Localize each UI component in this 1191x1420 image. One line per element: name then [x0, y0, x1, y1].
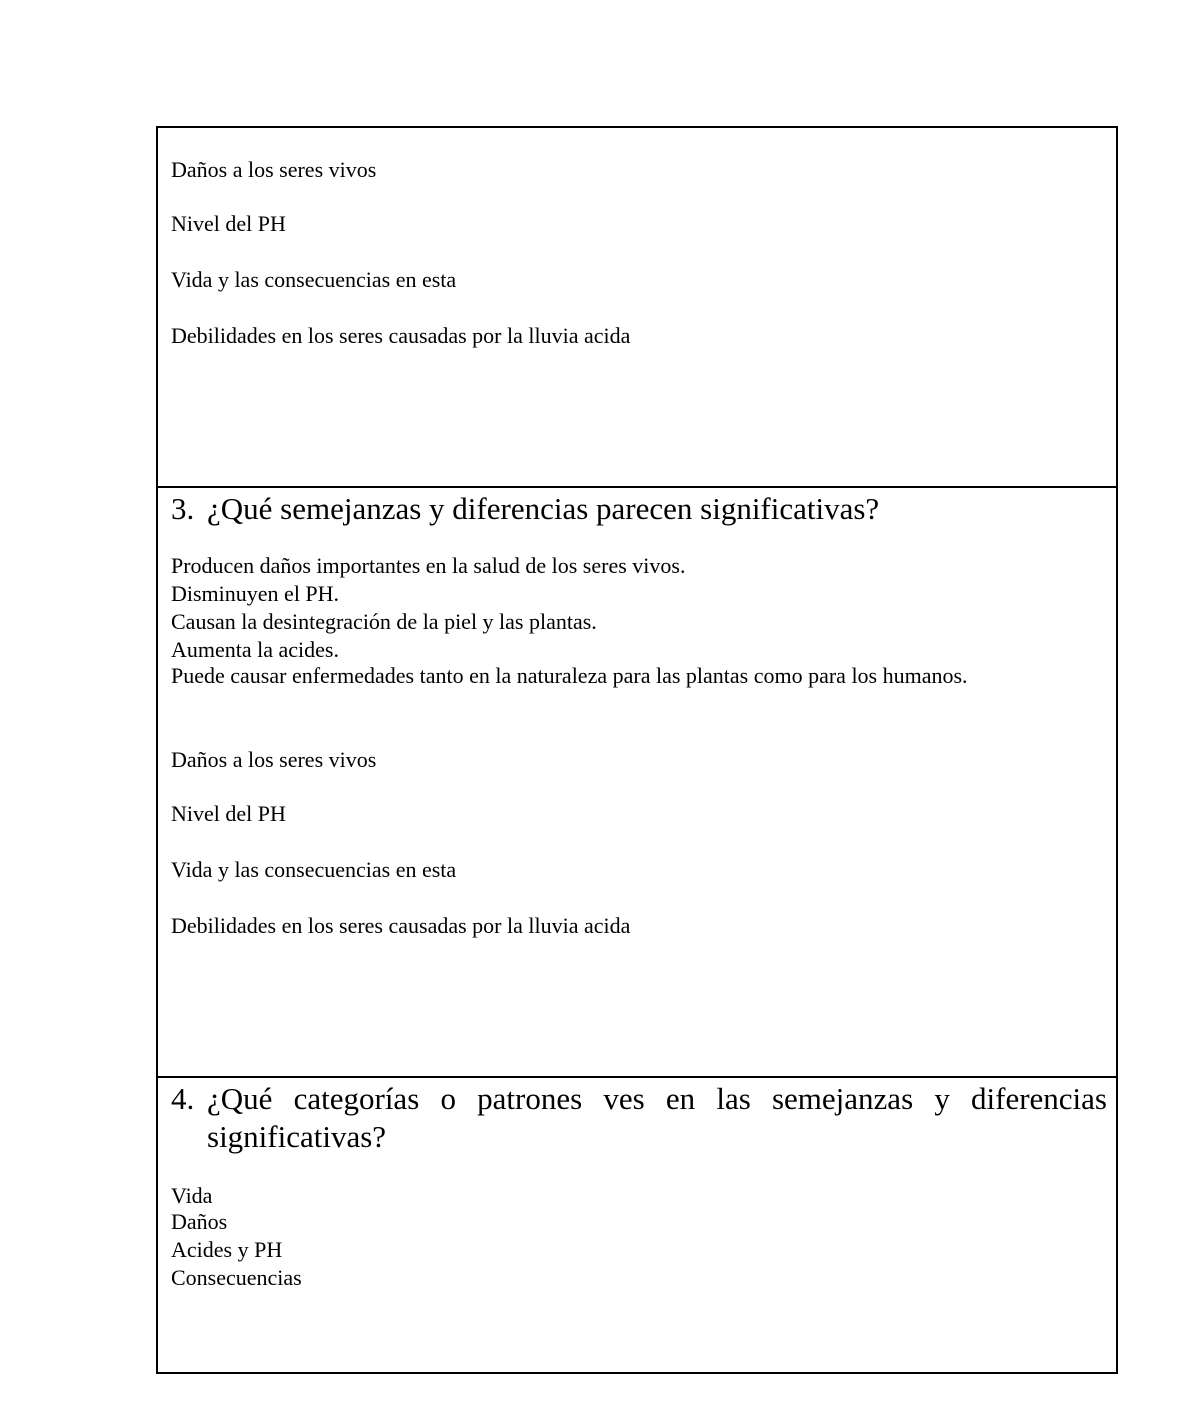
- section-2-line: Nivel del PH: [171, 801, 286, 826]
- section-1-line: Debilidades en los seres causadas por la lluvia acida: [171, 323, 631, 348]
- answer-line: Aumenta la acides.: [171, 637, 339, 662]
- section-1-line: Vida y las consecuencias en esta: [171, 267, 457, 292]
- section-3-cell: [158, 1078, 1116, 1372]
- category-item: Vida: [171, 1183, 213, 1208]
- category-item: Acides y PH: [171, 1237, 283, 1262]
- section-2-line: Daños a los seres vivos: [171, 747, 377, 772]
- question-4-heading: [171, 1080, 1107, 1156]
- answer-line: Producen daños importantes en la salud de los seres vivos.: [171, 553, 686, 578]
- section-1-cell: [158, 128, 1116, 488]
- section-2-line: Vida y las consecuencias en esta: [171, 857, 457, 882]
- section-2-line: Debilidades en los seres causadas por la lluvia acida: [171, 913, 631, 938]
- section-1-line: Nivel del PH: [171, 211, 286, 236]
- answer-line: Causan la desintegración de la piel y las plantas.: [171, 609, 597, 634]
- question-number: 3.: [171, 491, 195, 526]
- category-item: Consecuencias: [171, 1265, 302, 1290]
- category-item: Daños: [171, 1209, 228, 1234]
- question-number: 4.: [171, 1081, 195, 1116]
- question-3-heading: [171, 490, 1107, 528]
- section-1-line: Daños a los seres vivos: [171, 157, 377, 182]
- answer-line: Puede causar enfermedades tanto en la naturaleza para las plantas como para los humanos.: [171, 663, 968, 688]
- question-text: ¿Qué semejanzas y diferencias parecen significativas?: [207, 491, 880, 526]
- section-2-cell: [158, 488, 1116, 1078]
- answer-line: Disminuyen el PH.: [171, 581, 340, 606]
- question-text-line-1: ¿Qué categorías o patrones ves en las semejanzas y diferencias: [207, 1081, 1107, 1116]
- worksheet-table: [156, 126, 1118, 1374]
- question-text-line-2: significativas?: [207, 1119, 387, 1154]
